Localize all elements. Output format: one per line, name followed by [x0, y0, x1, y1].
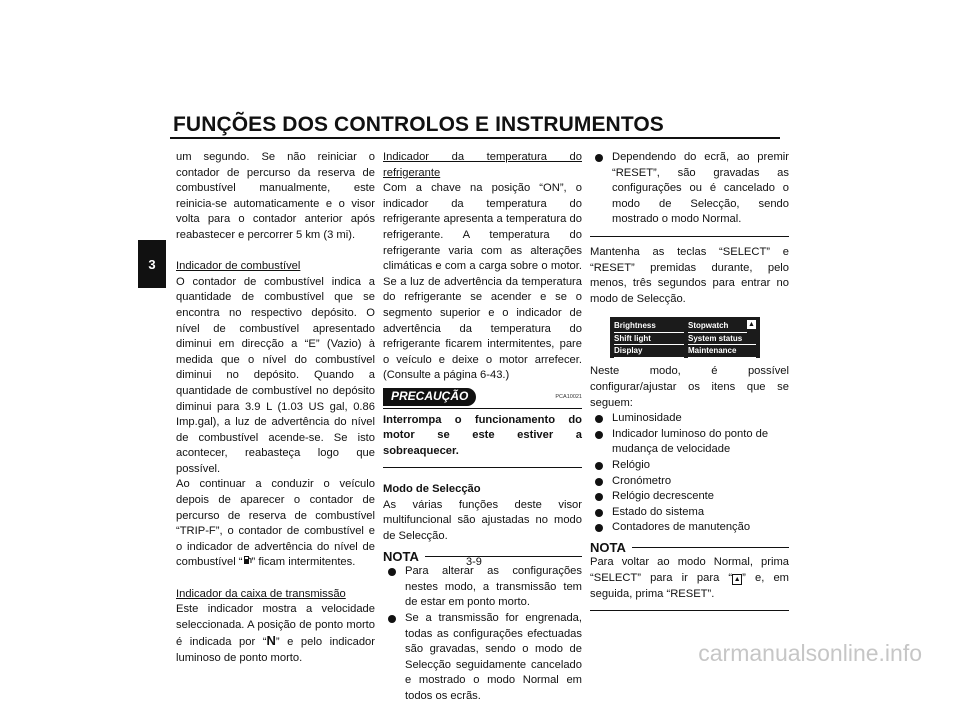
top-bullet	[590, 150, 789, 228]
select-mode-display: Brightness Stopwatch ▲ Shift light System status Display Maintenance	[610, 317, 760, 358]
list-item: Relógio decrescente	[590, 489, 789, 505]
paragraph-select-mode: As várias funções deste visor multifuncional são ajustadas no modo de Selecção.	[383, 498, 582, 543]
note-header: NOTA	[383, 549, 582, 565]
mode-items-list	[590, 411, 789, 536]
watermark: carmanualsonline.info	[698, 640, 922, 666]
caution-text: Interrompa o funcionamento do motor se este estiver a sobreaquecer.	[383, 413, 582, 457]
column-2	[383, 150, 582, 705]
list-item: Indicador luminoso do ponto de mudança de velocidade	[590, 427, 789, 458]
note-return-normal: Para voltar ao modo Normal, prima “SELECT” para ir para “ ▲ ” e, em seguida, prima “RESET”.	[590, 556, 789, 600]
list-item: Estado do sistema	[590, 505, 789, 521]
list-item: Se a transmissão for engrenada, todas as configurações efectuadas são gravadas, sendo o modo de Selecção seguidamente cancelado e mostrado o modo Normal em todos os ecrãs.	[383, 611, 582, 705]
return-icon: ▲	[748, 321, 755, 329]
paragraph-gear-indicator: Este indicador mostra a velocidade seleccionada. A posição de ponto morto é indicada por “N” e pelo indicador luminoso de ponto morto.	[176, 603, 375, 664]
column-3	[590, 150, 789, 619]
column-1	[176, 150, 375, 667]
paragraph-mode-items: Neste modo, é possível configurar/ajustar os itens que se seguem:	[590, 365, 789, 409]
paragraph-fuel-warning: Ao continuar a conduzir o veículo depois de aparecer o contador de percurso de reserva de combustível “TRIP-F”, o contador de combustível e o indicador de advertência do nível de combustível “ ” ficam intermitentes.	[176, 478, 375, 569]
caution-code: PCA10021	[555, 393, 582, 400]
list-item: Relógio	[590, 458, 789, 474]
list-item: Dependendo do ecrã, ao premir “RESET”, são gravadas as configurações ou é cancelado o modo de Selecção, sendo mostrado o modo Normal.	[590, 150, 789, 228]
note-header: NOTA	[590, 540, 789, 556]
note-bullets	[383, 564, 582, 704]
chapter-tab: 3	[138, 240, 166, 288]
heading-gear-indicator: Indicador da caixa de transmissão	[176, 587, 346, 600]
return-icon: ▲	[733, 576, 741, 584]
paragraph-coolant-temp: Com a chave na posição “ON”, o indicador da temperatura do refrigerante apresenta a temperatura do refrigerante. A temperatura do refrigerante varia com as alterações climáticas e com a carga sobre o motor. Se a luz de advertência da temperatura do refrigerante se acender e se o segmento superior e o indicador de advertência da temperatura do refrigerante ficarem intermitentes, pare o veículo e deixe o motor arrefecer. (Consulte a página 6-43.)	[383, 182, 582, 382]
caution-header	[383, 388, 582, 406]
heading-select-mode: Modo de Selecção	[383, 483, 481, 496]
list-item: Cronómetro	[590, 474, 789, 490]
heading-fuel-gauge: Indicador de combustível	[176, 260, 301, 273]
neutral-symbol: N	[266, 633, 276, 649]
list-item: Luminosidade	[590, 411, 789, 427]
paragraph-reserve: um segundo. Se não reiniciar o contador de percurso da reserva de combustível manualmente, este reinicia-se automaticamente e o visor volta para o contador anterior após reabastecer e percorrer 5 km (3 mi).	[176, 151, 375, 241]
paragraph-fuel-gauge: O contador de combustível indica a quantidade de combustível que se encontra no respectivo depósito. O nível de combustível apresentado diminui em direcção a “E” (Vazio) à medida que o nível do combustível diminui no depósito. Quando a quantidade de combustível no depósito diminui para 3.9 L (1.03 US gal, 0.86 Imp.gal), a luz de advertência do nível de combustível acende-se. Se isto acontecer, reabasteça logo que possível.	[176, 275, 375, 475]
page-number: 3-9	[466, 556, 482, 568]
list-item: Contadores de manutenção	[590, 520, 789, 536]
heading-coolant-temp: Indicador da temperatura do refrigerante	[383, 151, 582, 179]
list-item: Para alterar as configurações nestes modo, a transmissão tem de estar em ponto morto.	[383, 564, 582, 611]
page-title: FUNÇÕES DOS CONTROLOS E INSTRUMENTOS	[173, 113, 664, 136]
fuel-pump-icon	[243, 556, 252, 568]
paragraph-hold-buttons: Mantenha as teclas “SELECT” e “RESET” premidas durante, pelo menos, três segundos para entrar no modo de Selecção.	[590, 245, 789, 305]
title-rule	[170, 137, 780, 139]
caution-label: PRECAUÇÃO	[383, 388, 476, 406]
